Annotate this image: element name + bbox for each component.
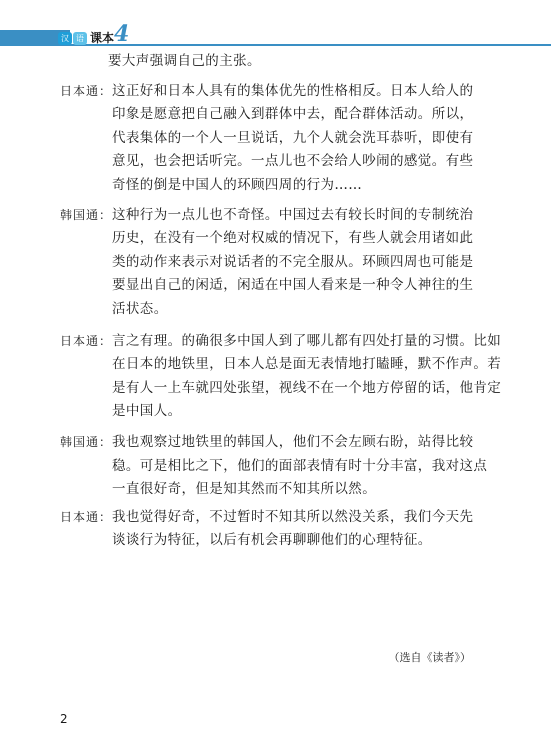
textbook-logo bbox=[58, 31, 92, 45]
dialogue-line: 印象是愿意把自己融入到群体中去，配合群体活动。所以， bbox=[112, 106, 474, 123]
book-title: 课本 bbox=[90, 31, 115, 45]
dialogue-line: 是中国人。 bbox=[112, 403, 182, 420]
dialogue-line: 谈谈行为特征，以后有机会再聊聊他们的心理特征。 bbox=[112, 532, 432, 549]
logo-char-2: 语 bbox=[73, 32, 87, 45]
logo-char-1: 汉 bbox=[58, 32, 72, 45]
speaker-label: 韩国通： bbox=[60, 435, 113, 449]
dialogue-line: 奇怪的倒是中国人的环顾四周的行为…… bbox=[112, 177, 363, 193]
speaker-label: 日本通： bbox=[60, 333, 113, 348]
source-citation: （选自《读者》） bbox=[388, 651, 471, 664]
dialogue-line: 是有人一上车就四处张望，视线不在一个地方停留的话，他肯定 bbox=[112, 379, 502, 396]
dialogue-line: 一直很好奇，但是知其然而不知其所以然。 bbox=[112, 481, 377, 498]
dialogue-line: 言之有理。的确很多中国人到了哪儿都有四处打量的习惯。比如 bbox=[112, 332, 502, 349]
dialogue-line: 历史，在没有一个绝对权威的情况下，有些人就会用诸如此 bbox=[112, 230, 474, 247]
dialogue-line: 这种行为一点儿也不奇怪。中国过去有较长时间的专制统治 bbox=[112, 206, 474, 223]
dialogue-line: 意见，也会把话听完。一点儿也不会给人吵闹的感觉。有些 bbox=[112, 153, 474, 170]
dialogue-line: 活状态。 bbox=[112, 301, 168, 317]
dialogue-line: 我也观察过地铁里的韩国人，他们不会左顾右盼，站得比较 bbox=[112, 434, 474, 450]
speaker-label: 韩国通： bbox=[60, 207, 113, 222]
dialogue-line: 我也觉得好奇，不过暂时不知其所以然没关系，我们今天先 bbox=[112, 508, 474, 525]
dialogue-line: 类的动作来表示对说话者的不完全服从。环顾四周也可能是 bbox=[112, 253, 474, 270]
page-number: 2 bbox=[60, 712, 68, 726]
speaker-label: 日本通： bbox=[60, 509, 113, 524]
volume-number: 4 bbox=[114, 21, 130, 47]
dialogue-line: 在日本的地铁里，日本人总是面无表情地打瞌睡，默不作声。若 bbox=[112, 356, 502, 373]
dialogue-line: 这正好和日本人具有的集体优先的性格相反。日本人给人的 bbox=[112, 82, 474, 99]
dialogue-line: 要显出自己的闲适，闲适在中国人看来是一种令人神往的生 bbox=[112, 277, 474, 294]
dialogue-line: 稳。可是相比之下，他们的面部表情有时十分丰富，我对这点 bbox=[112, 457, 488, 474]
dialogue-line: 代表集体的一个人一旦说话，九个人就会洗耳恭听，即使有 bbox=[112, 129, 474, 146]
dialogue-line: 要大声强调自己的主张。 bbox=[108, 53, 261, 69]
speaker-label: 日本通： bbox=[60, 83, 113, 98]
